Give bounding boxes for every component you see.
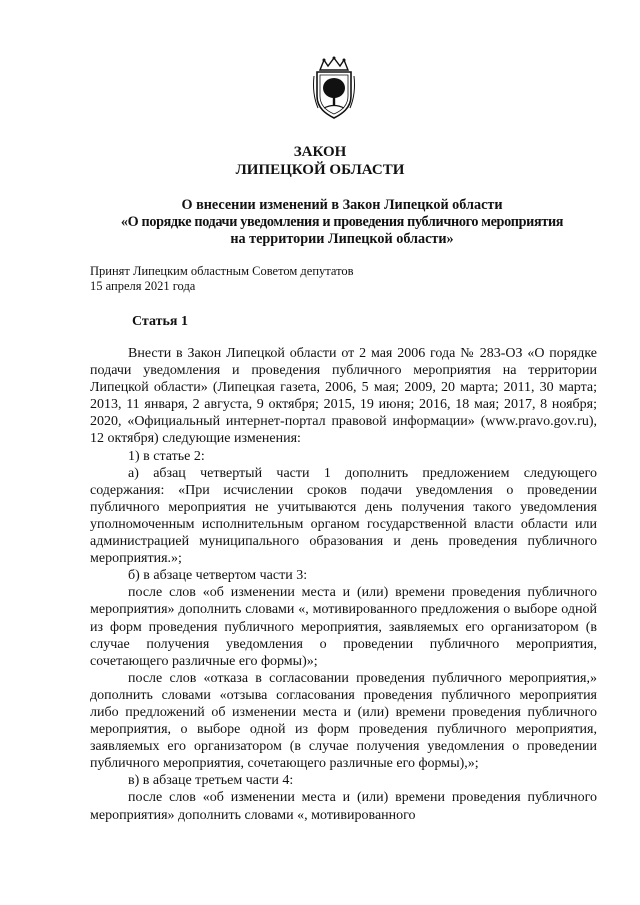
article-intro-paragraph: Внести в Закон Липецкой области от 2 мая 2006 года № 283-ОЗ «О порядке подачи уведомления и проведения публичного мероприятия на территории Липецкой области» (Липецкая газета, 2006, 5 мая; 2009, 20 марта; 2011, 30 марта; 2013, 11 января, 2 августа, 9 октября; 2015, 19 июня; 2016, 18 мая; 2017, 8 ноября; 2020, «Официальный интернет-портал правовой информации» (www.pravo.gov.ru), 12 октября) следующие изменения: (90, 346, 597, 447)
list-item-c: в) в абзаце третьем части 4: (128, 773, 294, 789)
adoption-date: 15 апреля 2021 года (90, 279, 196, 293)
list-item-b-1: после слов «об изменении места и (или) времени проведения публичного мероприятия» дополнить словами «, мотивированного предложения о выборе одной из форм проведения публичного мероприятия, заявляемых его организатором (в случае получения уведомления о проведении публичного мероприятия, сочетающего различные его формы)»; (90, 585, 597, 669)
list-item-c-1: после слов «об изменении места и (или) времени проведения публичного мероприятия» дополнить словами «, мотивированного (90, 790, 597, 823)
law-subtitle-line-2: «О порядке подачи уведомления и проведения публичного мероприятия (120, 214, 564, 230)
law-subtitle-line-3: на территории Липецкой области» (230, 231, 454, 247)
list-item-a: а) абзац четвертый части 1 дополнить предложением следующего содержания: «При исчислении сроков подачи уведомления о проведении публичного мероприятия не учитываются день получения такого уведомления уполномоченным исполнительным органом государственной власти области или администрацией муниципального образования и день проведения публичного мероприятия.»; (90, 465, 597, 567)
law-title: ЗАКОН (293, 144, 347, 160)
list-item-b: б) в абзаце четвертом части 3: (128, 568, 308, 584)
article-heading: Статья 1 (132, 314, 188, 329)
adoption-body: Принят Липецким областным Советом депутатов (90, 264, 354, 278)
law-subtitle-line-1: О внесении изменений в Закон Липецкой области (181, 197, 503, 213)
coat-of-arms-icon (310, 56, 358, 120)
law-region: ЛИПЕЦКОЙ ОБЛАСТИ (235, 162, 405, 178)
article-body (90, 345, 597, 824)
list-item-1: 1) в статье 2: (128, 448, 205, 464)
list-item-b-2: после слов «отказа в согласовании проведения публичного мероприятия,» дополнить словами «отзыва согласования проведения публичного мероприятия либо предложений об изменении места и (или) времени проведения публичного мероприятия, о выборе одной из форм проведения публичного мероприятия, заявляемых его организатором (в случае получения уведомления о проведении публичного мероприятия, сочетающего различные его формы),»; (90, 670, 597, 772)
